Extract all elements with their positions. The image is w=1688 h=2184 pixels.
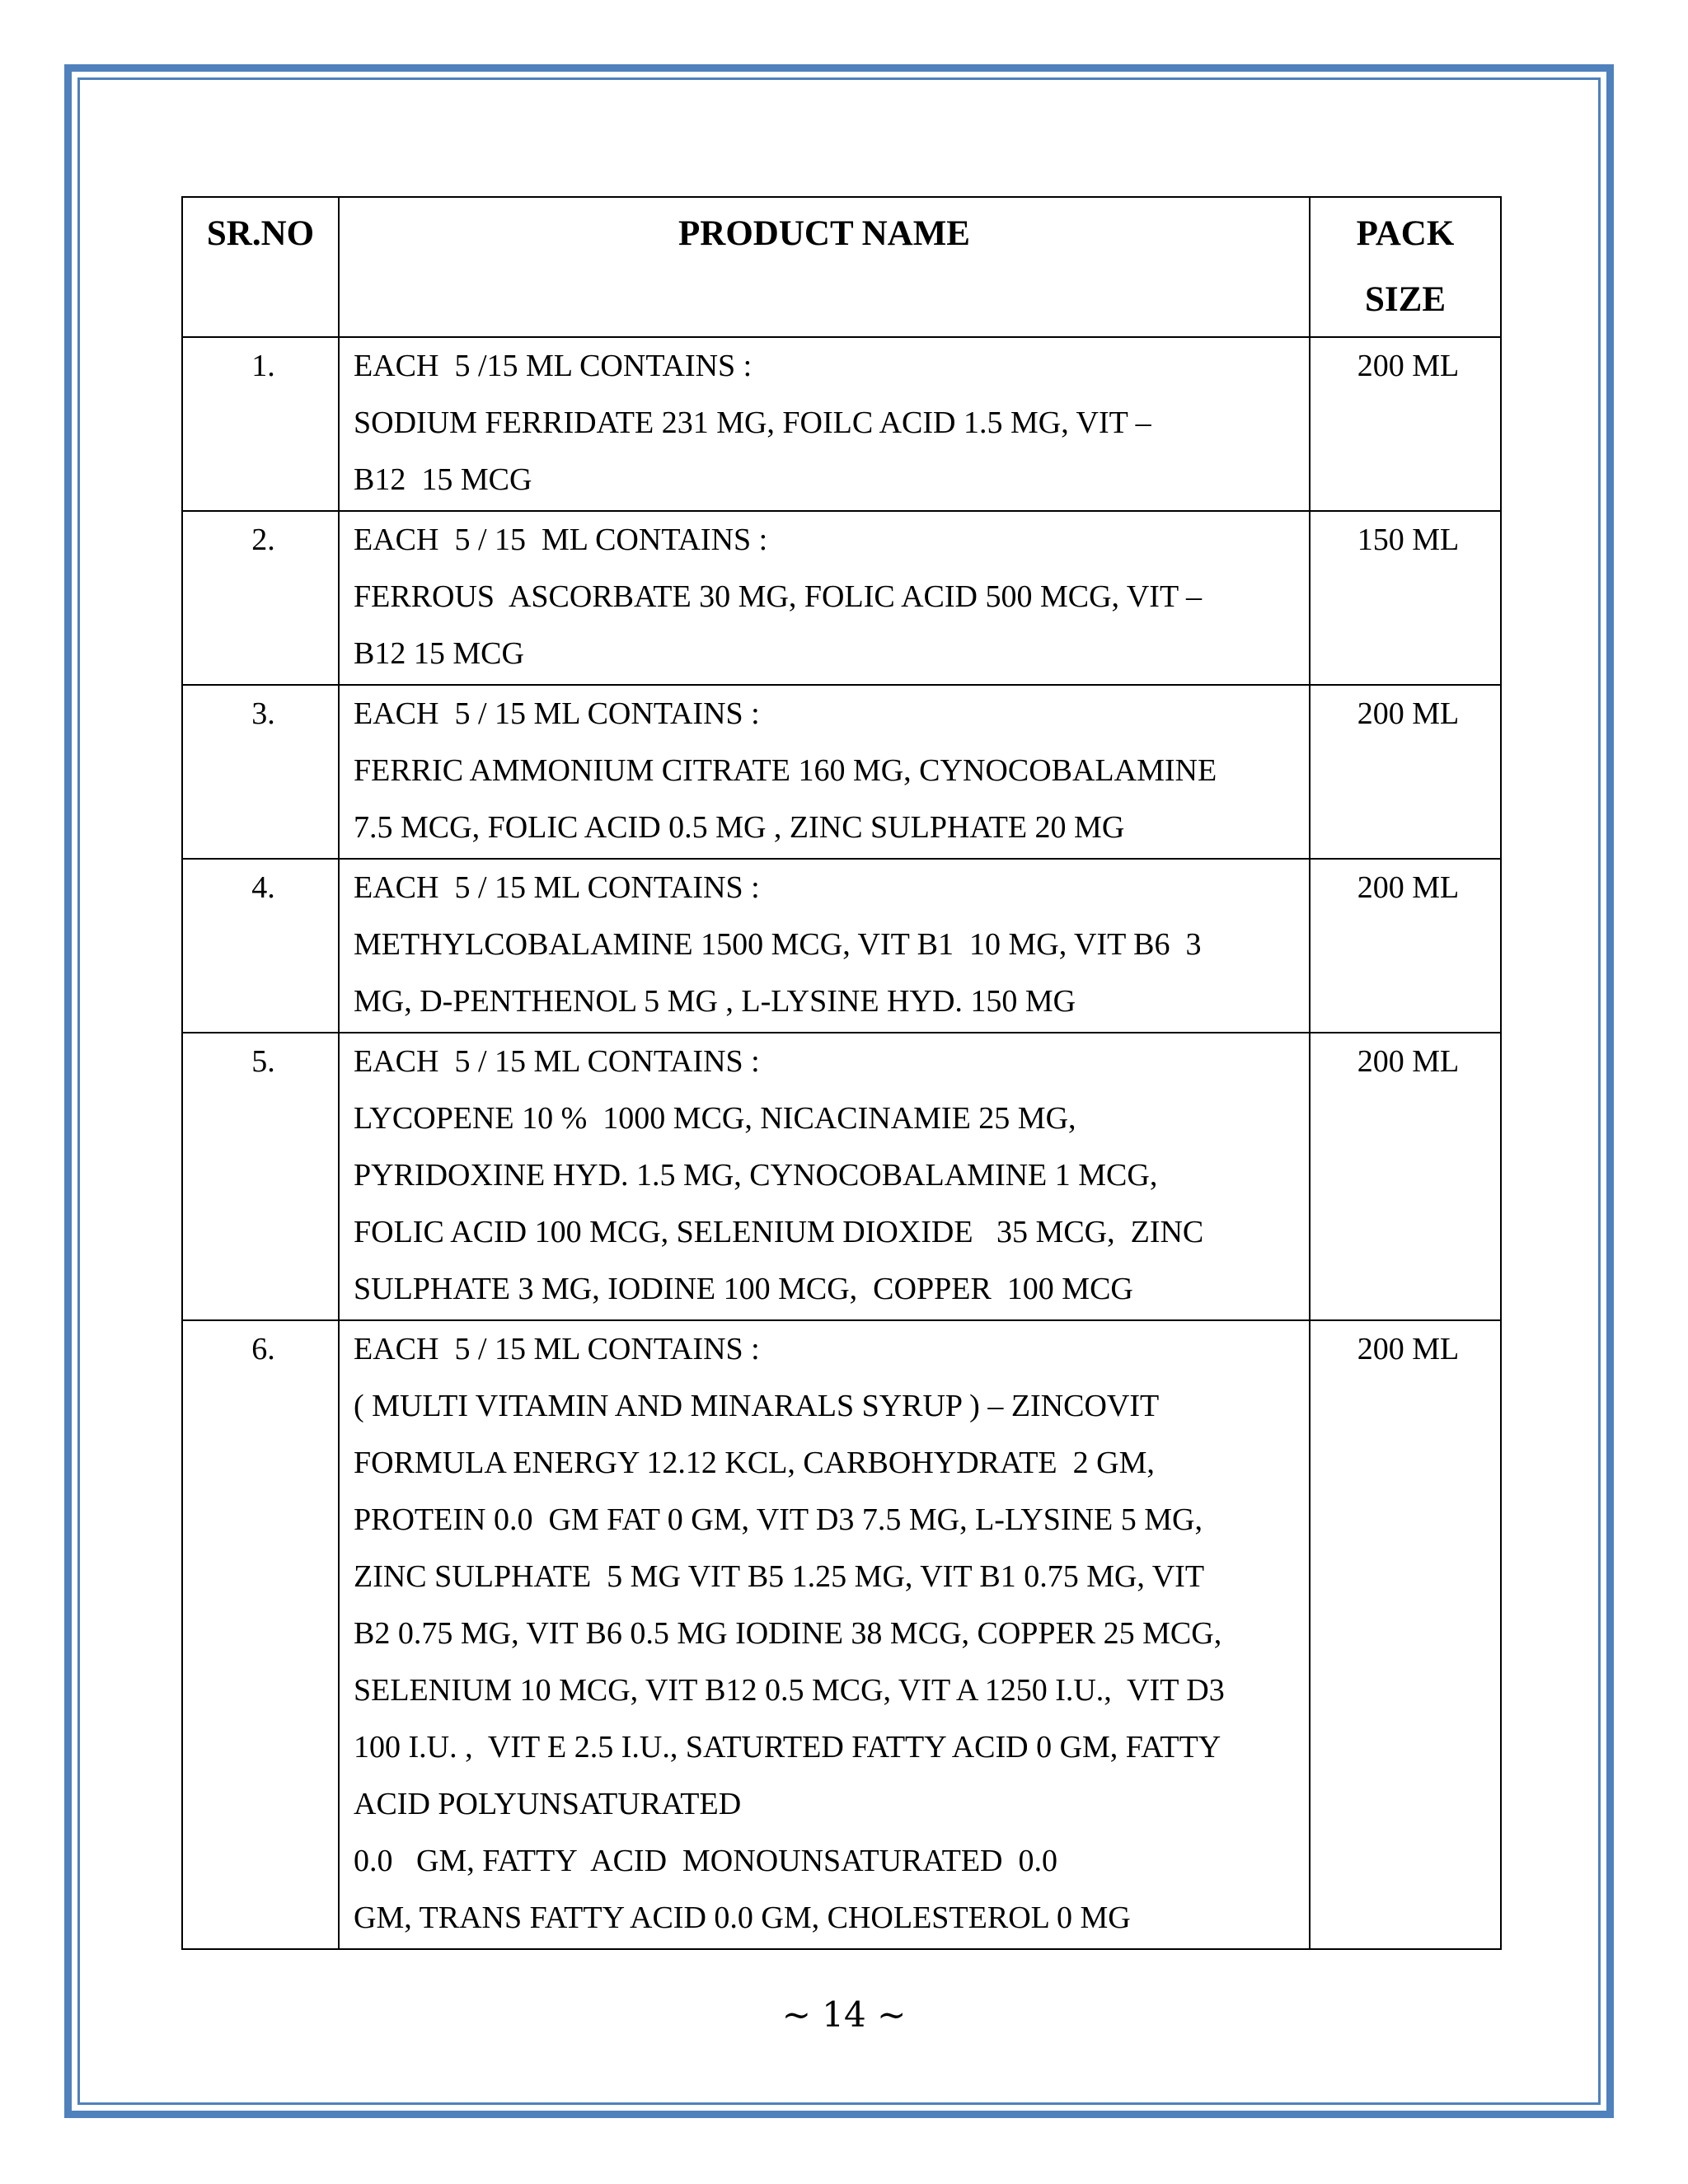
product-line: FORMULA ENERGY 12.12 KCL, CARBOHYDRATE 2 GM, <box>354 1446 1155 1480</box>
product-line: SULPHATE 3 MG, IODINE 100 MCG, COPPER 100 MCG <box>354 1272 1133 1306</box>
product-line: ( MULTI VITAMIN AND MINARALS SYRUP ) – ZINCOVIT <box>354 1389 1160 1423</box>
header-product-name: PRODUCT NAME <box>339 197 1310 337</box>
product-line: B12 15 MCG <box>354 462 532 497</box>
product-line: EACH 5 /15 ML CONTAINS : <box>354 349 753 383</box>
header-sr-no: SR.NO <box>182 197 339 337</box>
product-line: EACH 5 / 15 ML CONTAINS : <box>354 1332 760 1366</box>
table-row <box>182 1320 1501 1949</box>
cell-sr-no: 5. <box>182 1033 339 1320</box>
cell-pack-size: 200 ML <box>1310 1320 1501 1949</box>
product-line: PROTEIN 0.0 GM FAT 0 GM, VIT D3 7.5 MG, L-LYSINE 5 MG, <box>354 1502 1203 1537</box>
table-row <box>182 685 1501 859</box>
cell-sr-no: 2. <box>182 511 339 685</box>
cell-sr-no: 6. <box>182 1320 339 1949</box>
product-line: ACID POLYUNSATURATED <box>354 1787 742 1821</box>
header-pack-size-line2: SIZE <box>1364 280 1446 319</box>
product-table <box>181 196 1502 1950</box>
product-line: EACH 5 / 15 ML CONTAINS : <box>354 870 760 905</box>
table-body <box>182 337 1501 1949</box>
product-line: FERROUS ASCORBATE 30 MG, FOLIC ACID 500 MCG, VIT – <box>354 579 1202 614</box>
product-line: B2 0.75 MG, VIT B6 0.5 MG IODINE 38 MCG, COPPER 25 MCG, <box>354 1616 1222 1651</box>
product-line: GM, TRANS FATTY ACID 0.0 GM, CHOLESTEROL 0 MG <box>354 1900 1131 1935</box>
product-line: FERRIC AMMONIUM CITRATE 160 MG, CYNOCOBALAMINE <box>354 753 1217 788</box>
cell-pack-size: 200 ML <box>1310 1033 1501 1320</box>
table-row <box>182 859 1501 1033</box>
product-line: EACH 5 / 15 ML CONTAINS : <box>354 696 760 731</box>
product-line: B12 15 MCG <box>354 636 524 671</box>
cell-pack-size: 200 ML <box>1310 859 1501 1033</box>
cell-sr-no: 4. <box>182 859 339 1033</box>
product-line: MG, D-PENTHENOL 5 MG , L-LYSINE HYD. 150 MG <box>354 984 1076 1019</box>
cell-product-name <box>339 1033 1310 1320</box>
product-line: SODIUM FERRIDATE 231 MG, FOILC ACID 1.5 MG, VIT – <box>354 405 1151 440</box>
product-line: METHYLCOBALAMINE 1500 MCG, VIT B1 10 MG, VIT B6 3 <box>354 927 1202 962</box>
cell-pack-size: 200 ML <box>1310 337 1501 511</box>
cell-sr-no: 3. <box>182 685 339 859</box>
table-row <box>182 511 1501 685</box>
header-pack-size-line1: PACK <box>1356 214 1455 253</box>
product-line: SELENIUM 10 MCG, VIT B12 0.5 MCG, VIT A 1250 I.U., VIT D3 <box>354 1673 1225 1708</box>
product-line: 100 I.U. , VIT E 2.5 I.U., SATURTED FATTY ACID 0 GM, FATTY <box>354 1730 1221 1765</box>
product-line: LYCOPENE 10 % 1000 MCG, NICACINAMIE 25 MG, <box>354 1101 1076 1136</box>
table-header-row <box>182 197 1501 337</box>
table-row <box>182 1033 1501 1320</box>
cell-product-name <box>339 511 1310 685</box>
cell-product-name <box>339 1320 1310 1949</box>
product-line: EACH 5 / 15 ML CONTAINS : <box>354 1044 760 1079</box>
table-row <box>182 337 1501 511</box>
product-line: FOLIC ACID 100 MCG, SELENIUM DIOXIDE 35 MCG, ZINC <box>354 1215 1204 1249</box>
cell-sr-no: 1. <box>182 337 339 511</box>
product-line: PYRIDOXINE HYD. 1.5 MG, CYNOCOBALAMINE 1 MCG, <box>354 1158 1158 1193</box>
cell-product-name <box>339 685 1310 859</box>
product-line: EACH 5 / 15 ML CONTAINS : <box>354 523 768 557</box>
header-pack-size <box>1310 197 1501 337</box>
product-line: ZINC SULPHATE 5 MG VIT B5 1.25 MG, VIT B1 0.75 MG, VIT <box>354 1559 1205 1594</box>
product-line: 0.0 GM, FATTY ACID MONOUNSATURATED 0.0 <box>354 1844 1057 1878</box>
cell-pack-size: 150 ML <box>1310 511 1501 685</box>
product-line: 7.5 MCG, FOLIC ACID 0.5 MG , ZINC SULPHATE 20 MG <box>354 810 1125 845</box>
cell-product-name <box>339 859 1310 1033</box>
cell-pack-size: 200 ML <box>1310 685 1501 859</box>
cell-product-name <box>339 337 1310 511</box>
page-number: ~ 14 ~ <box>781 1994 907 2035</box>
